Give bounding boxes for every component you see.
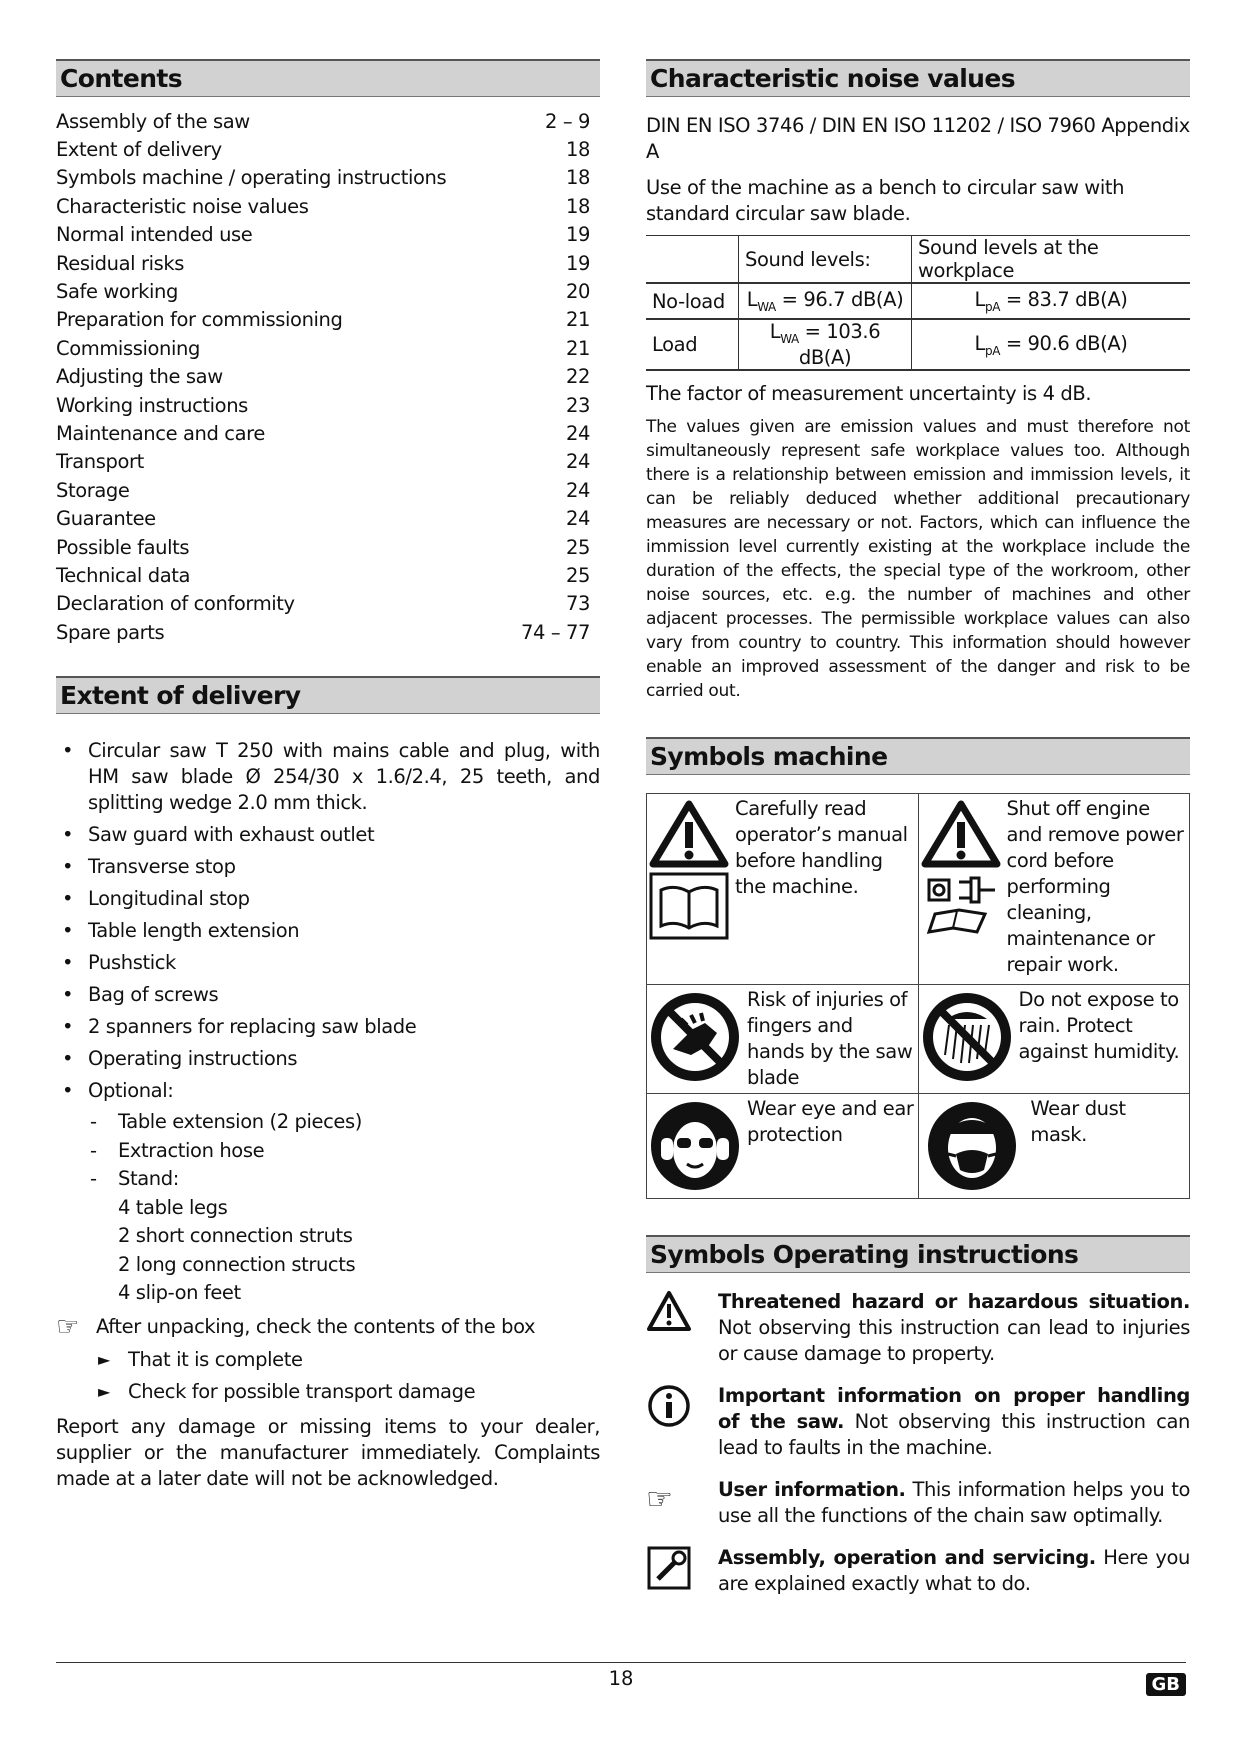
toc-row[interactable]: Guarantee 24 — [56, 507, 590, 531]
toc-row[interactable]: Technical data 25 — [56, 563, 590, 587]
list-item-optional: • Optional: - Table extension (2 pieces) - Extraction hose - Stand: 4 table legs 2 short connection struts 2 long connection structs 4 slip-on feet — [56, 1078, 600, 1308]
toc-row[interactable]: Extent of delivery 18 — [56, 138, 590, 162]
toc-row[interactable]: Working instructions 23 — [56, 393, 590, 417]
table-row — [646, 236, 1190, 284]
left-column — [56, 59, 600, 1492]
col-sound-header: Sound levels: — [739, 236, 912, 284]
arrow-icon: ► — [98, 1381, 110, 1401]
warning-triangle-icon — [647, 798, 731, 870]
toc-row[interactable]: Declaration of conformity 73 — [56, 592, 590, 616]
eye-ear-protection-icon — [647, 1098, 743, 1194]
dust-mask-icon — [924, 1098, 1020, 1194]
warning-triangle-icon — [646, 1289, 692, 1335]
list-item: • Operating instructions — [62, 1047, 298, 1071]
toc-row[interactable]: Possible faults 25 — [56, 535, 590, 559]
delivery-list — [56, 738, 600, 1308]
user-note: ☞ After unpacking, check the contents of the box — [56, 1311, 536, 1342]
col-workplace-header: Sound levels at the workplace — [912, 236, 1191, 284]
symbols-machine-heading: Symbols machine — [646, 737, 1190, 775]
list-item: Assembly, operation and servicing. Here you are explained exactly what to do. — [646, 1545, 1190, 1597]
no-hands-icon — [647, 989, 743, 1085]
pointing-hand-icon: ☞ — [56, 1311, 79, 1342]
page-number: 18 — [608, 1667, 634, 1690]
list-item: • Circular saw T 250 with mains cable and plug, with HM saw blade Ø 254/30 x 1.6/2.4, 25 teeth, and splitting wedge 2.0 mm thick. — [62, 739, 600, 815]
toc-row[interactable]: Maintenance and care 24 — [56, 421, 590, 445]
list-item: • Transverse stop — [62, 855, 236, 879]
toc-row[interactable]: Normal intended use 19 — [56, 223, 590, 247]
noise-explanation: The values given are emission values and must therefore not simultaneously represent safe workplace values too. Although there is a relationship between emission and immission levels, it can be reliably deduced whether additional precautionary measures are necessary or not. Factors, which can influence the immission level currently existing at the workplace include the duration of the effects, the special type of the workroom, other noise sources, etc. e.g. the number of machines and other adjacent processes. The permissible workplace values can also vary from country to country. This information should however enable an improved assessment of the danger and risk to be carried out. — [646, 416, 1190, 701]
table-row: Wear eye and ear protection Wear dust mask. — [647, 1093, 1190, 1198]
table-row: Carefully read operator’s manual before handling the machine. Shut off engine and remove power cord before performing cleaning, maintenance or repair work. — [647, 793, 1190, 984]
delivery-heading: Extent of delivery — [56, 676, 600, 714]
noise-heading: Characteristic noise values — [646, 59, 1190, 97]
noise-uncertainty: The factor of measurement uncertainty is 4 dB. — [646, 381, 1092, 405]
optional-list — [88, 1108, 600, 1194]
toc-row[interactable]: Preparation for commissioning 21 — [56, 308, 590, 332]
list-item: ☞ User information. This information helps you to use all the functions of the chain saw optimally. — [646, 1477, 1190, 1527]
toc-row[interactable]: Storage 24 — [56, 478, 590, 502]
list-item: • Longitudinal stop — [62, 887, 250, 911]
noise-usage: Use of the machine as a bench to circular saw with standard circular saw blade. — [646, 176, 1125, 225]
open-manual-icon — [919, 906, 1003, 936]
toc-row[interactable]: Residual risks 19 — [56, 251, 590, 275]
check-list — [56, 1344, 600, 1408]
toc-row[interactable]: Symbols machine / operating instructions 18 — [56, 166, 590, 190]
toc-row[interactable]: Adjusting the saw 22 — [56, 365, 590, 389]
list-item: Important information on proper handling of the saw. Not observing this instruction can lead to faults in the machine. — [646, 1383, 1190, 1461]
wrench-icon — [646, 1545, 692, 1591]
list-item: ► That it is complete — [98, 1344, 600, 1376]
list-item: - Extraction hose — [90, 1138, 265, 1162]
toc-row[interactable]: Assembly of the saw 2 – 9 — [56, 109, 590, 133]
pointing-hand-icon: ☞ — [646, 1481, 673, 1517]
symbols-machine-table — [646, 793, 1190, 1199]
list-item: • Saw guard with exhaust outlet — [62, 823, 375, 847]
unplug-icon — [919, 870, 1003, 906]
toc-row[interactable]: Commissioning 21 — [56, 336, 590, 360]
toc-row[interactable]: Spare parts 74 – 77 — [56, 620, 590, 644]
list-item: • 2 spanners for replacing saw blade — [62, 1015, 417, 1039]
page-footer — [56, 1662, 1186, 1695]
arrow-icon: ► — [98, 1349, 110, 1369]
info-icon — [646, 1383, 692, 1429]
right-column — [646, 59, 1190, 1597]
warning-triangle-icon — [919, 798, 1003, 870]
noise-table — [646, 235, 1190, 371]
contents-list — [56, 107, 600, 646]
noise-standard: DIN EN ISO 3746 / DIN EN ISO 11202 / ISO 7960 Appendix A — [646, 114, 1190, 163]
no-rain-icon — [919, 989, 1015, 1085]
symbols-op-heading: Symbols Operating instructions — [646, 1235, 1190, 1273]
toc-row[interactable]: Transport 24 — [56, 450, 590, 474]
manual-book-icon — [647, 870, 731, 942]
toc-row[interactable]: Safe working 20 — [56, 280, 590, 304]
table-row: Load $L_{WA} = 103.6$ dB(A) $L_{pA} = 90.6$ dB(A) — [646, 319, 1190, 370]
list-item: • Bag of screws — [62, 983, 219, 1007]
report-paragraph: Report any damage or missing items to your dealer, supplier or the manufacturer immediately. Complaints made at a later date will not be acknowledged. — [56, 1414, 600, 1490]
list-item: Threatened hazard or hazardous situation. Not observing this instruction can lead to injuries or cause damage to property. — [646, 1289, 1190, 1367]
list-item: - Stand: — [90, 1167, 179, 1191]
stand-parts: 4 table legs 2 short connection struts 2 long connection structs 4 slip-on feet — [118, 1195, 356, 1305]
table-row: No-load $L_{WA} = 96.7$ dB(A) $L_{pA} = 83.7$ dB(A) — [646, 283, 1190, 319]
toc-row[interactable]: Characteristic noise values 18 — [56, 194, 590, 218]
list-item: ► Check for possible transport damage — [98, 1376, 600, 1408]
contents-heading: Contents — [56, 59, 600, 97]
list-item: • Pushstick — [62, 951, 176, 975]
country-badge: GB — [1146, 1673, 1187, 1696]
table-row: Risk of injuries of fingers and hands by the saw blade Do not expose to rain. Protect against humidity. — [647, 984, 1190, 1093]
list-item: • Table length extension — [62, 919, 300, 943]
list-item: - Table extension (2 pieces) — [90, 1110, 362, 1134]
